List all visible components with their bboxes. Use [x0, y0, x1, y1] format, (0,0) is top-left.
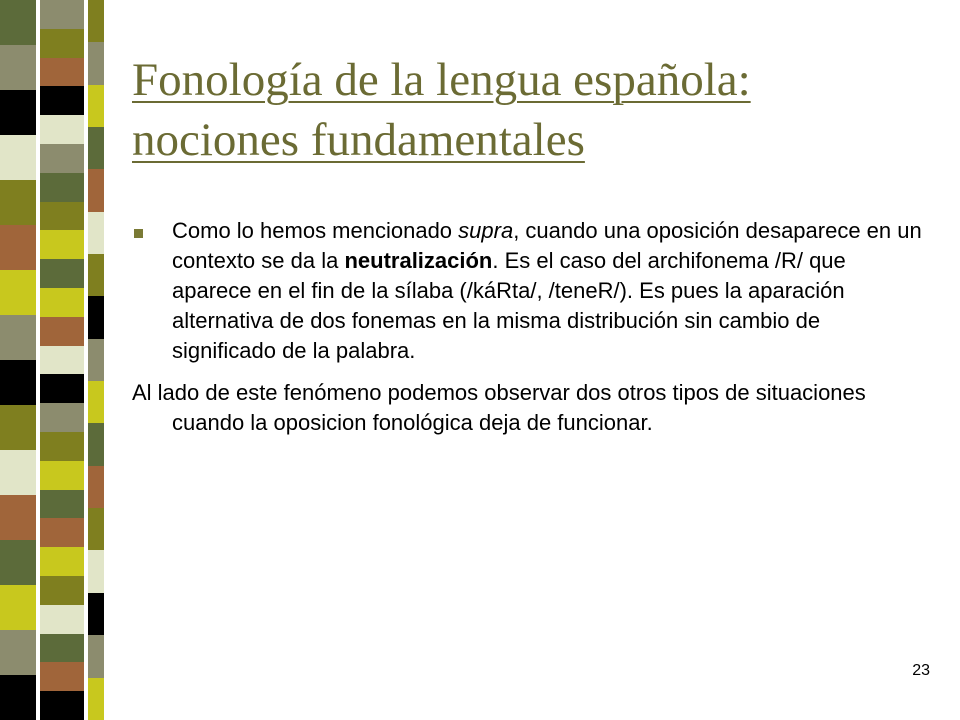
stripe-block [88, 169, 104, 211]
stripe-block [88, 423, 104, 465]
stripe-block [40, 202, 84, 231]
bullet-text-bold: neutralización [344, 248, 493, 273]
stripe-block [0, 0, 36, 45]
stripe-block [88, 85, 104, 127]
stripe-block [40, 691, 84, 720]
stripe-column [0, 0, 36, 720]
stripe-block [88, 550, 104, 592]
square-bullet-icon [134, 229, 143, 238]
stripe-block [40, 29, 84, 58]
stripe-block [40, 374, 84, 403]
stripe-block [88, 296, 104, 338]
stripe-block [40, 0, 84, 29]
stripe-block [40, 634, 84, 663]
stripe-block [40, 144, 84, 173]
stripe-block [88, 127, 104, 169]
stripe-block [88, 381, 104, 423]
stripe-block [40, 576, 84, 605]
stripe-block [40, 490, 84, 519]
stripe-block [0, 585, 36, 630]
stripe-block [40, 115, 84, 144]
stripe-block [40, 461, 84, 490]
stripe-block [88, 678, 104, 720]
stripe-block [88, 339, 104, 381]
stripe-block [88, 42, 104, 84]
bullet-text-part1: Como lo hemos mencionado [172, 218, 459, 243]
decorative-stripe-bar [0, 0, 106, 720]
slide-title: Fonología de la lengua española: nociones fundamentales [132, 54, 751, 166]
stripe-block [0, 630, 36, 675]
stripe-block [0, 450, 36, 495]
page-number: 23 [912, 662, 930, 679]
bullet-item [132, 216, 922, 366]
stripe-block [88, 466, 104, 508]
stripe-column [88, 0, 104, 720]
stripe-block [40, 173, 84, 202]
stripe-block [0, 90, 36, 135]
stripe-block [40, 317, 84, 346]
bullet-text-italic: supra [458, 218, 514, 243]
stripe-block [88, 0, 104, 42]
stripe-block [40, 58, 84, 87]
stripe-block [40, 230, 84, 259]
stripe-block [88, 212, 104, 254]
stripe-block [0, 270, 36, 315]
stripe-block [0, 495, 36, 540]
stripe-block [40, 86, 84, 115]
stripe-column [40, 0, 84, 720]
stripe-block [0, 675, 36, 720]
stripe-block [40, 432, 84, 461]
stripe-block [0, 405, 36, 450]
stripe-block [40, 662, 84, 691]
stripe-block [0, 45, 36, 90]
stripe-block [0, 135, 36, 180]
stripe-block [40, 259, 84, 288]
stripe-block [0, 180, 36, 225]
body-paragraph: Al lado de este fenómeno podemos observar dos otros tipos de situaciones cuando la oposicion fonológica deja de funcionar. [132, 380, 866, 435]
bullet-text-part3: . Es el caso del archifonema /R/ que aparece en el fin de la sílaba (/káRta/, /teneR/). Es pues la aparación alternativa de dos fonemas en la misma distribución sin cambio de significado de la palabra. [172, 248, 846, 363]
stripe-block [0, 540, 36, 585]
stripe-block [88, 254, 104, 296]
stripe-block [40, 346, 84, 375]
stripe-block [88, 635, 104, 677]
stripe-block [88, 593, 104, 635]
stripe-block [40, 288, 84, 317]
stripe-block [40, 403, 84, 432]
stripe-block [40, 518, 84, 547]
slide-body [132, 216, 922, 438]
stripe-block [88, 508, 104, 550]
stripe-block [40, 547, 84, 576]
bullet-text-part2: , cuando una oposición desaparece en un contexto se da la [172, 218, 922, 273]
stripe-block [0, 225, 36, 270]
stripe-block [40, 605, 84, 634]
stripe-block [0, 315, 36, 360]
stripe-block [0, 360, 36, 405]
